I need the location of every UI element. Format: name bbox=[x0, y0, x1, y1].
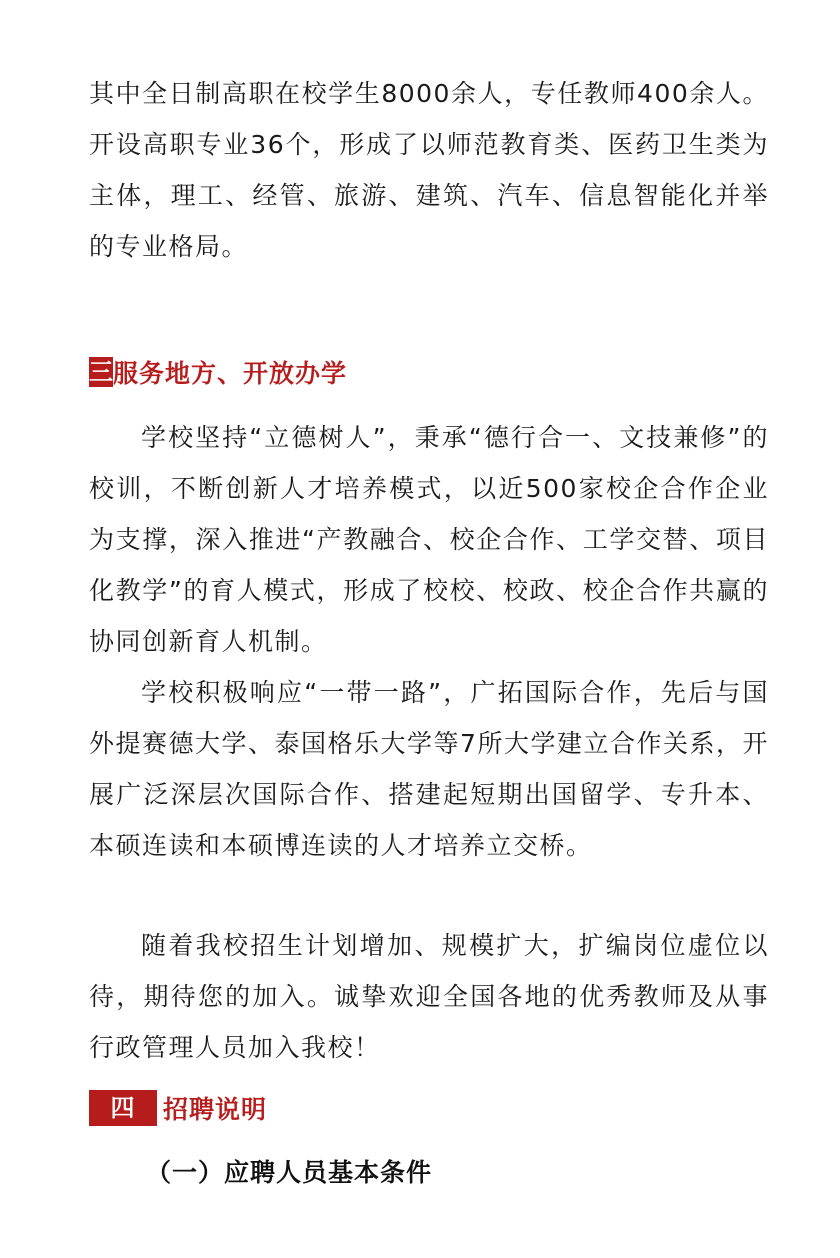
subsection-1-heading: （一）应聘人员基本条件 bbox=[146, 1158, 433, 1187]
section-3-number: 三 bbox=[89, 358, 114, 386]
closing-paragraph: 随着我校招生计划增加、规模扩大，扩编岗位虚位以待，期待您的加入。诚挚欢迎全国各地的优秀教师及从事行政管理人员加入我校！ bbox=[89, 931, 769, 1062]
section-4-number: 四 bbox=[89, 1090, 157, 1126]
section-4-title: 招聘说明 bbox=[163, 1095, 268, 1124]
intro-paragraph: 其中全日制高职在校学生8000余人，专任教师400余人。开设高职专业36个，形成了以师范教育类、医药卫生类为主体，理工、经管、旅游、建筑、汽车、信息智能化并举的专业格局。 bbox=[89, 79, 769, 261]
section-3-title: 服务地方、开放办学 bbox=[113, 359, 348, 388]
section-3-paragraph-2: 学校积极响应“一带一路”，广拓国际合作，先后与国外提赛德大学、泰国格乐大学等7所大学建立合作关系，开展广泛深层次国际合作、搭建起短期出国留学、专升本、本硕连读和本硕博连读的人才培养立交桥。 bbox=[89, 678, 769, 860]
section-3-heading bbox=[89, 352, 347, 392]
section-4-heading bbox=[89, 1090, 267, 1126]
section-3-paragraph-1: 学校坚持“立德树人”，秉承“德行合一、文技兼修”的校训，不断创新人才培养模式，以近500家校企合作企业为支撑，深入推进“产教融合、校企合作、工学交替、项目化教学”的育人模式，形成了校校、校政、校企合作共赢的协同创新育人机制。 bbox=[89, 423, 769, 656]
